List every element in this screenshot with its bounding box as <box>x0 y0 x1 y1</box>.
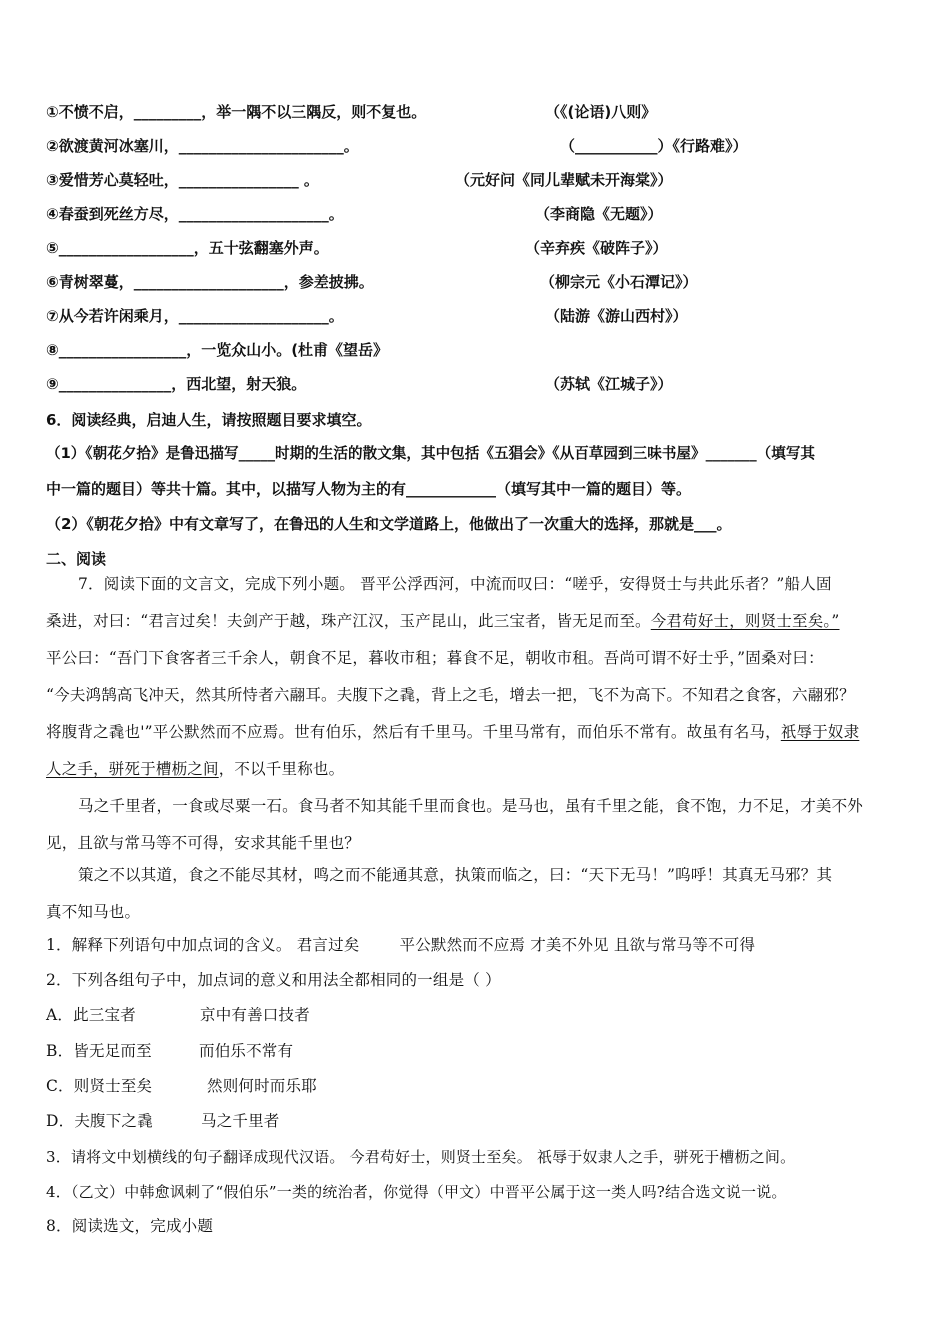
subq-3: 3．请将文中划横线的句子翻译成现代汉语。 今君苟好士，则贤士至矣。 祇辱于奴隶人之手，骈死于槽枥之间。 <box>46 1148 796 1166</box>
subq-4: 4．（乙文）中韩愈讽刺了“假伯乐”一类的统治者，你觉得（甲文）中晋平公属于这一类人吗?结合选文说一说。 <box>46 1183 787 1201</box>
q6-title: 6．阅读经典，启迪人生，请按照题目要求填空。 <box>46 411 372 429</box>
poem-line-2 <box>46 136 359 156</box>
poem-line-5 <box>46 238 329 258</box>
q7-paragraph-3-line-1: 策之不以其道，食之不能尽其材，鸣之而不能通其意，执策而临之，曰：“天下无马！”呜呼！其真无马邪？其 <box>78 866 833 884</box>
poem-text: ③爱惜芳心莫轻吐，________________ 。 <box>46 171 319 189</box>
poem-line-3 <box>46 170 319 190</box>
poem-text: ⑨_______________，西北望，射天狼。 <box>46 375 307 393</box>
option-a-left: A．此三宝者 <box>46 1006 136 1024</box>
q6-part1-line1: （1）《朝花夕拾》是鲁迅描写_____时期的生活的散文集，其中包括《五猖会》《从百草园到三味书屋》_______（填写其 <box>46 445 816 462</box>
poem-text: ⑥青树翠蔓，____________________，参差披拂。 <box>46 273 374 291</box>
poem-source-2: （___________）《行路难》） <box>560 137 748 155</box>
poem-source-3: （元好问《同儿辈赋未开海棠》） <box>455 171 673 189</box>
q7-passage-line-5 <box>46 722 859 742</box>
poem-line-6 <box>46 272 374 292</box>
option-d-left: D．夫腹下之毳 <box>46 1112 153 1130</box>
section-heading: 二、阅读 <box>46 550 107 568</box>
q7-paragraph-2-line-2: 见，且欲与常马等不可得，安求其能千里也？ <box>46 834 361 852</box>
poem-line-7 <box>46 306 344 326</box>
q7-passage-line-6 <box>46 759 344 779</box>
q7-passage-line-4: “今夫鸿鹄高飞冲天，然其所恃者六翮耳。夫腹下之毳，背上之毛，增去一把，飞不为高下。不知君之食客，六翮邪？ <box>46 686 855 704</box>
poem-text: ②欲渡黄河冰塞川，______________________。 <box>46 137 359 155</box>
poem-line-1 <box>46 102 426 122</box>
q7-paragraph-2-line-1: 马之千里者，一食或尽粟一石。食马者不知其能千里而食也。是马也，虽有千里之能，食不饱，力不足，才美不外 <box>78 797 864 815</box>
poem-line-8 <box>46 340 388 360</box>
poem-text: ④春蚕到死丝方尽，____________________。 <box>46 205 344 223</box>
option-b-left: B．皆无足而至 <box>46 1042 152 1060</box>
poem-text: ⑧_________________，一览众山小。(杜甫《望岳》 <box>46 341 389 359</box>
passage-text: 将腹背之毳也'”平公默然而不应焉。世有伯乐，然后有千里马。千里马常有，而伯乐不常有。故虽有名马， <box>46 723 781 741</box>
poem-source-1: （《(论语)八则》 <box>545 103 657 121</box>
underlined-sentence-2-start: 祇辱于奴隶 <box>780 723 860 741</box>
option-a-right: 京中有善口技者 <box>200 1006 310 1024</box>
subq-1-text: 1．解释下列语句中加点词的含义。 君言过矣 <box>46 936 360 954</box>
q7-paragraph-3-line-2: 真不知马也。 <box>46 903 141 921</box>
q6-part2: （2）《朝花夕拾》中有文章写了，在鲁迅的人生和文学道路上，他做出了一次重大的选择，那就是___。 <box>46 515 732 533</box>
poem-source-4: （李商隐《无题》） <box>535 205 663 223</box>
subq-1 <box>46 935 755 955</box>
poem-text: ⑦从今若许闲乘月，____________________。 <box>46 307 344 325</box>
subq-2: 2．下列各组句子中，加点词的意义和用法全都相同的一组是（ ） <box>46 971 501 989</box>
poem-source-6: （柳宗元《小石潭记》） <box>540 273 698 291</box>
q7-passage-line-2 <box>46 611 840 631</box>
poem-line-4 <box>46 204 344 224</box>
q8-title: 8．阅读选文，完成小题 <box>46 1217 214 1235</box>
poem-text: ①不愤不启，_________，举一隅不以三隅反，则不复也。 <box>46 103 427 121</box>
option-c-right: 然则何时而乐耶 <box>207 1077 317 1095</box>
poem-source-9: （苏轼《江城子》） <box>545 375 673 393</box>
option-d-right: 马之千里者 <box>201 1112 280 1130</box>
underlined-sentence-2-end: 人之手，骈死于槽枥之间 <box>46 760 219 778</box>
q6-part1-line2: 中一篇的题目）等共十篇。其中，以描写人物为主的有____________（填写其中一篇的题目）等。 <box>46 480 692 498</box>
subq-1-items: 平公默然而不应焉 才美不外见 且欲与常马等不可得 <box>399 936 756 954</box>
poem-source-5: （辛弃疾《破阵子》） <box>525 239 668 257</box>
underlined-sentence-1: 今君苟好士，则贤士至矣。” <box>650 612 840 630</box>
poem-source-7: （陆游《游山西村》） <box>545 307 688 325</box>
q7-passage-line-1: 7．阅读下面的文言文，完成下列小题。 晋平公浮西河，中流而叹曰：“嗟乎，安得贤士与共此乐者？”船人固 <box>78 575 832 593</box>
poem-line-9 <box>46 374 306 394</box>
passage-text: ，不以千里称也。 <box>218 760 345 778</box>
q7-passage-line-3: 平公曰：“吾门下食客者三千余人，朝食不足，暮收市租；暮食不足，朝收市租。吾尚可谓不好士乎，”固桑对曰： <box>46 649 824 667</box>
poem-text: ⑤__________________，五十弦翻塞外声。 <box>46 239 329 257</box>
option-b-right: 而伯乐不常有 <box>199 1042 294 1060</box>
option-c-left: C．则贤士至矣 <box>46 1077 153 1095</box>
passage-text: 桑进，对曰：“君言过矣！夫剑产于越，珠产江汉，玉产昆山，此三宝者，皆无足而至。 <box>46 612 651 630</box>
